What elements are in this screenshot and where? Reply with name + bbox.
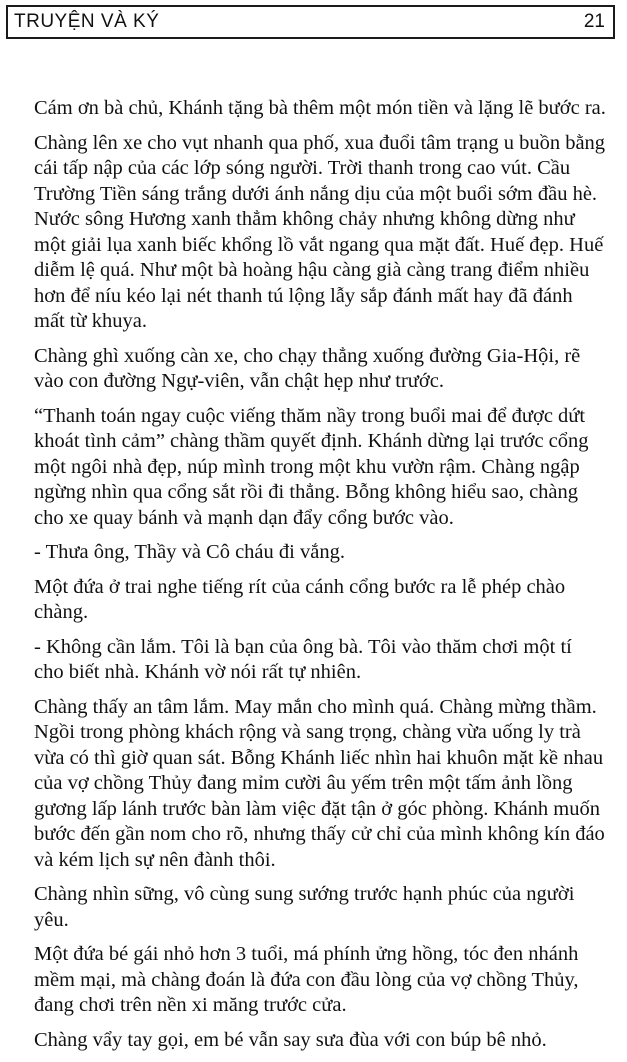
paragraph: Một đứa ở trai nghe tiếng rít của cánh cổng bước ra lễ phép chào chàng.	[34, 575, 566, 623]
paragraph: Chàng ghì xuống càn xe, cho chạy thẳng xuống đường Gia-Hội, rẽ vào con đường Ngự-viên, vẫn chật hẹp như trước.	[34, 344, 581, 392]
header-title: TRUYỆN VÀ KÝ	[14, 11, 160, 32]
paragraph: “Thanh toán ngay cuộc viếng thăm nầy trong buổi mai để được dứt khoát tình cảm” chàng thầm quyết định. Khánh dừng lại trước cổng một ngôi nhà đẹp, núp mình trong một khu vườn rậm. Chàng ngập ngừng nhìn qua cổng sắt rồi đi thẳng. Bỗng không hiểu sao, chàng cho xe quay bánh và mạnh dạn đẩy cổng bước vào.	[34, 404, 589, 529]
paragraph: Chàng lên xe cho vụt nhanh qua phố, xua đuổi tâm trạng u buồn bằng cái tấp nập của các lớp sóng người. Trời thanh trong cao vút. Cầu Trường Tiền sáng trắng dưới ánh nắng dịu của một buổi sớm đầu hè. Nước sông Hương xanh thẳm không chảy nhưng không dừng như một giải lụa xanh biếc khổng lồ vắt ngang qua mặt đất. Huế đẹp. Huế diễm lệ quá. Như một bà hoàng hậu càng già càng trang điểm nhiều hơn để níu kéo lại nét thanh tú lộng lẫy sắp đánh mất hay đã đánh mất từ khuya.	[34, 131, 606, 332]
paragraph: Chàng nhìn sững, vô cùng sung sướng trước hạnh phúc của người yêu.	[34, 883, 575, 931]
paragraph: Chàng thấy an tâm lắm. May mắn cho mình quá. Chàng mừng thầm. Ngồi trong phòng khách rộng và sang trọng, chàng vừa uống ly trà vừa có thì giờ quan sát. Bỗng Khánh liếc nhìn hai khuôn mặt kề nhau của vợ chồng Thủy đang mỉm cười âu yếm trên một tấm ảnh lồng gương lấp lánh trước bàn làm việc đặt tận ở góc phòng. Khánh muốn bước đến gần nom cho rõ, nhưng thấy cử chỉ của mình không kín đáo và kém lịch sự nên đành thôi.	[34, 695, 605, 871]
paragraph: Một đứa bé gái nhỏ hơn 3 tuổi, má phính ửng hồng, tóc đen nhánh mềm mại, mà chàng đoán là đứa con đầu lòng của vợ chồng Thủy, đang chơi trên nền xi măng trước cửa.	[34, 943, 579, 1016]
page-number: 21	[583, 11, 605, 32]
paragraph: Chàng vẩy tay gọi, em bé vẫn say sưa đùa với con búp bê nhỏ.	[34, 1028, 547, 1051]
paragraph: Cám ơn bà chủ, Khánh tặng bà thêm một món tiền và lặng lẽ bước ra.	[34, 97, 606, 119]
paragraph: - Thưa ông, Thầy và Cô cháu đi vắng.	[34, 541, 345, 563]
paragraph: - Không cần lắm. Tôi là bạn của ông bà. Tôi vào thăm chơi một tí cho biết nhà. Khánh vờ nói rất tự nhiên.	[34, 635, 572, 683]
running-header	[6, 5, 615, 39]
body-text	[34, 96, 606, 1062]
